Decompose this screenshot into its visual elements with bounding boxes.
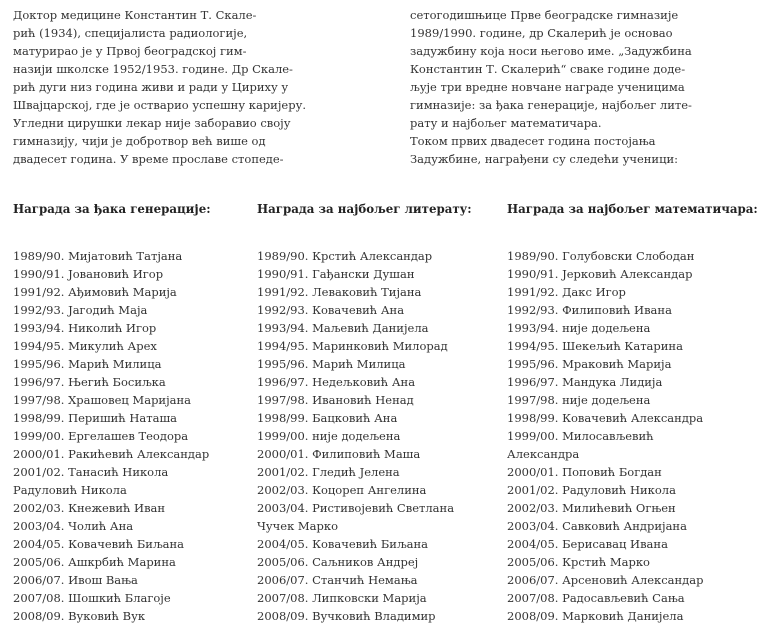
award-entry: 2004/05. Ковачевић Биљана xyxy=(13,537,185,551)
award-entry: 1996/97. Његић Босиљка xyxy=(13,375,166,389)
intro-line: Доктор медицине Константин Т. Скале- xyxy=(13,8,257,22)
award-heading-generation: Награда за ђака генерације: xyxy=(13,202,211,216)
award-entry: 1993/94. Маљевић Данијела xyxy=(257,321,429,335)
award-entry: 1990/91. Јовановић Игор xyxy=(13,267,164,281)
award-list-math xyxy=(507,247,703,625)
award-entry: 1991/92. Леваковић Тијана xyxy=(257,285,422,299)
award-entry: 2001/02. Радуловић Никола xyxy=(507,483,676,497)
award-entry: 1991/92. Ађимовић Марија xyxy=(13,285,177,299)
award-entry: 1997/98. није додељена xyxy=(507,393,651,407)
award-entry: 2005/06. Ашкрбић Марина xyxy=(13,555,176,569)
award-entry: 1992/93. Јагодић Маја xyxy=(13,303,148,317)
award-entry: 1990/91. Јерковић Александар xyxy=(507,267,693,281)
award-entry: 1999/00. Милосављевић xyxy=(507,429,654,443)
award-entry: 1989/90. Мијатовић Татјана xyxy=(13,249,183,263)
intro-line: рић дуги низ година живи и ради у Цириху у xyxy=(13,80,289,94)
award-entry: 1994/95. Шекељић Катарина xyxy=(507,339,683,353)
intro-line: сетогодишњице Прве београдске гимназије xyxy=(410,8,679,22)
award-entry: 2007/08. Радосављевић Сања xyxy=(507,591,685,605)
intro-line: Током првих двадесет година постојања xyxy=(410,134,656,148)
intro-line: гимназију, чији је добротвор већ више од xyxy=(13,134,266,148)
award-entry: 1999/00. није додељена xyxy=(257,429,401,443)
award-entry: 2008/09. Марковић Данијела xyxy=(507,609,684,623)
intro-line: Угледни цирушки лекар није заборавио своју xyxy=(13,116,291,130)
award-entry: 1993/94. Николић Игор xyxy=(13,321,157,335)
award-entry: 1996/97. Мандука Лидија xyxy=(507,375,663,389)
award-entry: 2000/01. Филиповић Маша xyxy=(257,447,421,461)
intro-line: задужбину која носи његово име. „Задужбина xyxy=(410,44,692,58)
intro-line: рић (1934), специјалиста радиологије, xyxy=(13,26,248,40)
award-entry: 2002/03. Кнежевић Иван xyxy=(13,501,166,515)
award-entry: 2005/06. Крстић Марко xyxy=(507,555,650,569)
award-column-math xyxy=(507,200,758,623)
award-entry: 2007/08. Шошкић Благоје xyxy=(13,591,171,605)
award-column-literature xyxy=(257,200,497,623)
award-entry: 1995/96. Марић Милица xyxy=(13,357,162,371)
award-list-literature xyxy=(257,247,454,625)
award-entry: 1992/93. Филиповић Ивана xyxy=(507,303,672,317)
award-entry: 2008/09. Вуковић Вук xyxy=(13,609,146,623)
award-entry: 2006/07. Станчић Немања xyxy=(257,573,418,587)
award-entry: 1989/90. Крстић Александар xyxy=(257,249,433,263)
intro-line: Константин Т. Скалерић“ сваке године доде- xyxy=(410,62,686,76)
award-entry: 2004/05. Берисавац Ивана xyxy=(507,537,668,551)
intro-line: Задужбине, награђени су следећи ученици: xyxy=(410,152,679,166)
award-entry: 2006/07. Арсеновић Александар xyxy=(507,573,704,587)
award-entry: 1998/99. Ковачевић Александра xyxy=(507,411,704,425)
award-entry: 2001/02. Танасић Никола xyxy=(13,465,169,479)
award-entry: 2002/03. Милићевић Огњен xyxy=(507,501,676,515)
award-entry: 2005/06. Саљников Андреј xyxy=(257,555,419,569)
award-entry: 1998/99. Бацковић Ана xyxy=(257,411,398,425)
intro-line: матурирао је у Првој београдској гим- xyxy=(13,44,247,58)
award-entry: 2003/04. Ристивојевић Светлана xyxy=(257,501,455,515)
award-entry: 1989/90. Голубовски Слободан xyxy=(507,249,695,263)
award-entry: 2000/01. Поповић Богдан xyxy=(507,465,662,479)
award-list-generation xyxy=(13,247,209,625)
intro-line: Швајцарској, где је остварио успешну каријеру. xyxy=(13,98,306,112)
award-entry: 1993/94. није додељена xyxy=(507,321,651,335)
award-entry: 1992/93. Ковачевић Ана xyxy=(257,303,405,317)
award-heading-math: Награда за најбољег математичара: xyxy=(507,202,758,216)
award-entry: 2004/05. Ковачевић Биљана xyxy=(257,537,429,551)
award-column-generation xyxy=(13,200,248,623)
award-entry: 1998/99. Перишић Наташа xyxy=(13,411,178,425)
intro-line: назији школске 1952/1953. године. Др Скале- xyxy=(13,62,293,76)
award-entry: 2008/09. Вучковић Владимир xyxy=(257,609,436,623)
award-entry: 1994/95. Маринковић Милорад xyxy=(257,339,448,353)
award-entry: 2002/03. Коцореп Ангелина xyxy=(257,483,427,497)
award-entry: 2000/01. Ракићевић Александар xyxy=(13,447,210,461)
award-entry: 1995/96. Марић Милица xyxy=(257,357,406,371)
intro-line: љује три вредне новчане награде ученицима xyxy=(410,80,685,94)
intro-line: 1989/1990. године, др Скалерић је основао xyxy=(410,26,673,40)
award-entry: Александра xyxy=(507,447,580,461)
intro-line: рату и најбољег математичара. xyxy=(410,116,602,130)
award-entry: 1994/95. Микулић Арех xyxy=(13,339,157,353)
award-entry: Радуловић Никола xyxy=(13,483,127,497)
award-entry: 2003/04. Чолић Ана xyxy=(13,519,134,533)
award-heading-literature: Награда за најбољег литерату: xyxy=(257,202,472,216)
intro-right-column xyxy=(410,6,710,168)
intro-line: двадесет година. У време прославе стопеде- xyxy=(13,152,284,166)
intro-line: гимназије: за ђака генерације, најбољег лите- xyxy=(410,98,692,112)
award-entry: Чучек Марко xyxy=(257,519,339,533)
award-entry: 2007/08. Липковски Марија xyxy=(257,591,427,605)
award-entry: 1991/92. Дакс Игор xyxy=(507,285,626,299)
award-entry: 1995/96. Мраковић Марија xyxy=(507,357,672,371)
award-entry: 1997/98. Ивановић Ненад xyxy=(257,393,414,407)
award-entry: 2003/04. Савковић Андријана xyxy=(507,519,687,533)
intro-left-column xyxy=(13,6,306,168)
award-entry: 1997/98. Храшовец Маријана xyxy=(13,393,192,407)
award-entry: 1990/91. Гађански Душан xyxy=(257,267,415,281)
award-entry: 1999/00. Ергелашев Теодора xyxy=(13,429,189,443)
award-entry: 1996/97. Недељковић Ана xyxy=(257,375,416,389)
award-entry: 2001/02. Гледић Јелена xyxy=(257,465,400,479)
award-entry: 2006/07. Ивош Вања xyxy=(13,573,138,587)
